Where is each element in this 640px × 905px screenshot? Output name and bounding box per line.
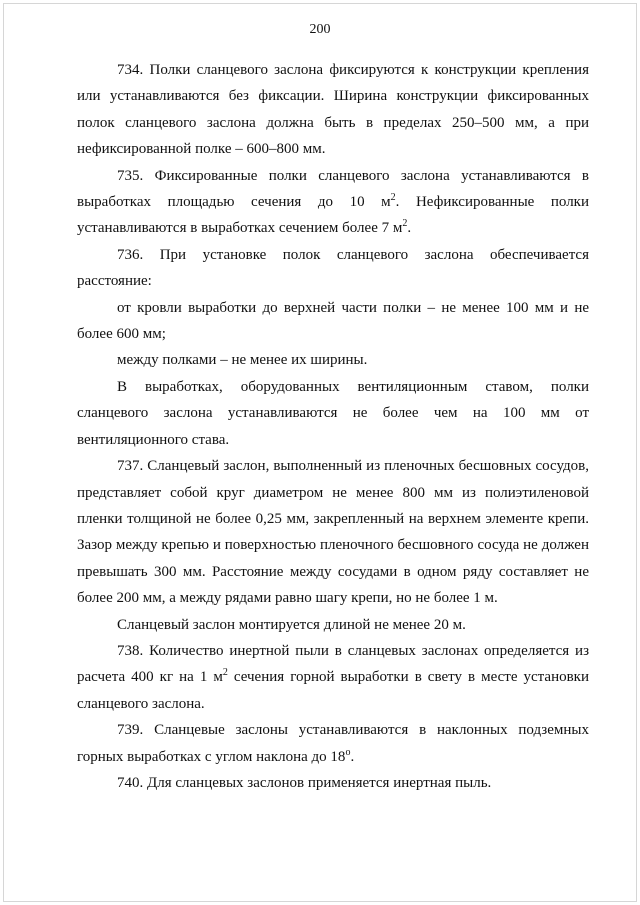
paragraph-735-text-1: 735. Фиксированные полки сланцевого заслона устанавливаются в выработках площадью сечения до 10 м: [77, 167, 589, 211]
paragraph-737: 737. Сланцевый заслон, выполненный из пленочных бесшовных сосудов, представляет собой круг диаметром не менее 800 мм из полиэтиленовой пленки толщиной не более 0,25 мм, закрепленный на верхнем элементе крепи. Зазор между крепью и поверхностью пленочного бесшовного сосуда не должен превышать 300 мм. Расстояние между сосудами в одном ряду составляет не более 200 мм, а между рядами равно шагу крепи, но не более 1 м.: [77, 458, 589, 607]
paragraph-738: [77, 638, 589, 717]
paragraph-735-text-2: . Нефиксированные полки устанавливаются в выработках сечением более 7 м: [77, 194, 589, 237]
paragraph-736-ventilation: В выработках, оборудованных вентиляционным ставом, полки сланцевого заслона устанавливаются не более чем на 100 мм от вентиляционного става.: [77, 378, 589, 448]
paragraph-736: 736. При установке полок сланцевого заслона обеспечивается расстояние:: [77, 246, 589, 290]
superscript-degree: o: [345, 746, 351, 758]
paragraph-740: 740. Для сланцевых заслонов применяется инертная пыль.: [117, 774, 492, 791]
paragraph-737-length: Сланцевый заслон монтируется длиной не менее 20 м.: [117, 616, 466, 633]
paragraph-738-text-1: 738. Количество инертной пыли в сланцевых заслонах определяется из расчета 400 кг на 1 м: [77, 642, 589, 686]
paragraph-739-text-2: .: [350, 748, 355, 765]
paragraph-736-item-between: между полками – не менее их ширины.: [117, 352, 368, 369]
paragraph-738-text-2: сечения горной выработки в свету в месте установки сланцевого заслона.: [77, 669, 589, 712]
paragraph-735: [77, 163, 589, 242]
document-body: [77, 57, 589, 796]
page-number: 200: [309, 22, 331, 37]
paragraph-739: [77, 717, 589, 770]
superscript-squared: 2: [402, 218, 408, 230]
superscript-squared: 2: [222, 667, 228, 679]
paragraph-736-item-roof: от кровли выработки до верхней части полки – не менее 100 мм и не более 600 мм;: [77, 299, 589, 343]
paragraph-734: 734. Полки сланцевого заслона фиксируются к конструкции крепления или устанавливаются без фиксации. Ширина конструкции фиксированных полок сланцевого заслона должна быть в пределах 250–500 мм, а при нефиксированной полке – 600–800 мм.: [77, 62, 589, 158]
superscript-squared: 2: [390, 192, 396, 204]
paragraph-739-text-1: 739. Сланцевые заслоны устанавливаются в наклонных подземных горных выработках с углом наклона до 18: [77, 722, 589, 765]
paragraph-735-text-3: .: [407, 220, 412, 237]
